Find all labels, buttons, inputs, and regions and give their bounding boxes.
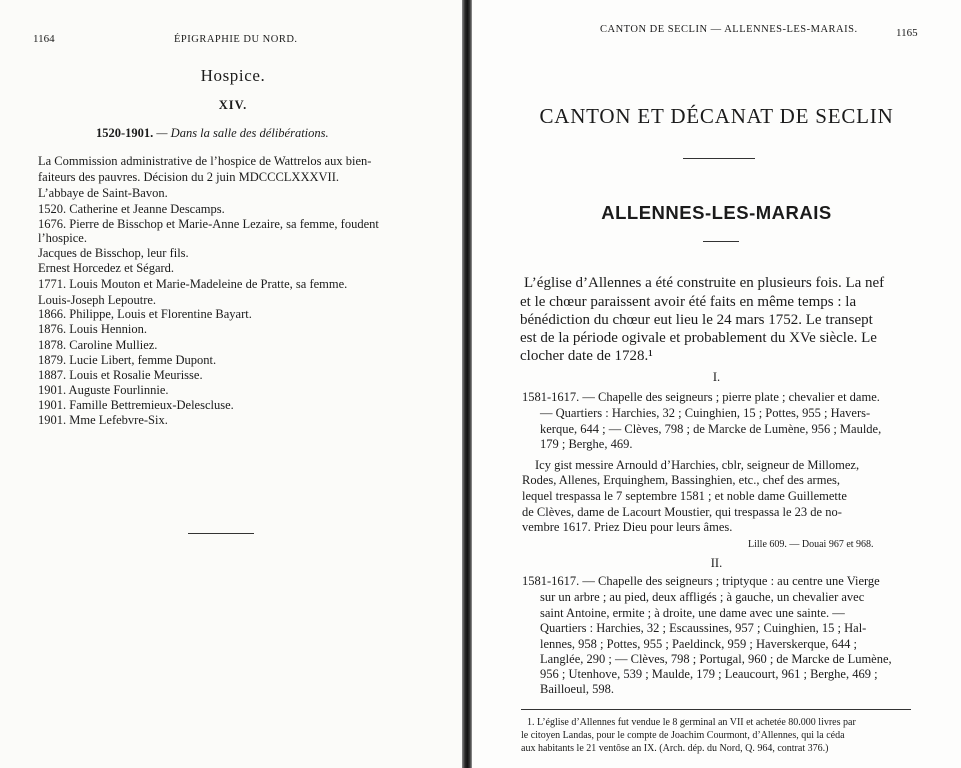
subtitle-rule xyxy=(703,241,739,242)
inscription-line: faiteurs des pauvres. Décision du 2 juin MDCCCLXXXVII. xyxy=(38,170,339,184)
entry-line: Langlée, 290 ; — Clèves, 798 ; Portugal, 960 ; de Marcke de Lumène, xyxy=(540,652,892,666)
inscription-line: 1676. Pierre de Bisschop et Marie-Anne Lezaire, sa femme, foudent xyxy=(38,217,379,231)
entry-year: 1520-1901. xyxy=(96,126,154,140)
inscription-line: L’abbaye de Saint-Bavon. xyxy=(38,186,168,200)
entry-line: Rodes, Allenes, Erquinghem, Bassinghien, etc., chef des armes, xyxy=(522,473,840,487)
intro-line: bénédiction du chœur eut lieu le 24 mars 1752. Le transept xyxy=(520,312,873,328)
entry-line: lennes, 958 ; Pottes, 955 ; Paeldinck, 959 ; Haverskerque, 644 ; xyxy=(540,637,857,651)
inscription-line: 1901. Auguste Fourlinnie. xyxy=(38,383,169,397)
inscription-line: La Commission administrative de l’hospice de Wattrelos aux bien- xyxy=(38,154,372,168)
intro-line: et le chœur paraissent avoir été faits en même temps : la xyxy=(520,294,857,310)
entry-line: — Quartiers : Harchies, 32 ; Cuinghien, 15 ; Pottes, 955 ; Havers- xyxy=(540,406,871,420)
inscription-line: 1901. Famille Bettremieux-Delescluse. xyxy=(38,398,234,412)
inscription-line: 1901. Mme Lefebvre-Six. xyxy=(38,413,168,427)
right-page-number: 1165 xyxy=(896,27,918,39)
entry-line: de Clèves, dame de Lacourt Moustier, qui trespassa le 23 de no- xyxy=(522,505,842,519)
source-citation: Lille 609. — Douai 967 et 968. xyxy=(748,539,874,550)
entry-line: 179 ; Berghe, 469. xyxy=(540,437,633,451)
title-rule xyxy=(683,158,755,159)
entry-dateline xyxy=(96,126,329,141)
entry-line: kerque, 644 ; — Clèves, 798 ; de Marcke de Lumène, 956 ; Maulde, xyxy=(540,422,882,436)
commune-title: ALLENNES-LES-MARAIS xyxy=(601,202,832,223)
entry-line: lequel trespassa le 7 septembre 1581 ; et noble dame Guillemette xyxy=(522,489,847,503)
left-page-number: 1164 xyxy=(33,33,55,45)
inscription-line: l’hospice. xyxy=(38,231,87,245)
book-gutter xyxy=(462,0,472,768)
intro-line: L’église d’Allennes a été construite en plusieurs fois. La nef xyxy=(524,275,885,291)
entry-number: I. xyxy=(712,370,721,384)
end-rule xyxy=(188,533,254,534)
footnote-line: 1. L’église d’Allennes fut vendue le 8 germinal an VII et achetée 80.000 livres par xyxy=(527,717,856,728)
entry-location: — Dans la salle des délibérations. xyxy=(153,126,329,140)
inscription-line: 1887. Louis et Rosalie Meurisse. xyxy=(38,368,203,382)
entry-line: saint Antoine, ermite ; à droite, une dame avec une sainte. — xyxy=(540,606,845,620)
inscription-line: 1876. Louis Hennion. xyxy=(38,322,148,336)
inscription-line: Jacques de Bisschop, leur fils. xyxy=(38,246,189,260)
entry-line: Icy gist messire Arnould d’Harchies, cblr, seigneur de Millomez, xyxy=(535,458,860,472)
entry-line: vembre 1617. Priez Dieu pour leurs âmes. xyxy=(522,520,733,534)
inscription-line: 1866. Philippe, Louis et Florentine Bayart. xyxy=(38,307,252,321)
intro-line: est de la période ogivale et probablement du XVe siècle. Le xyxy=(520,330,877,346)
entry-line: Bailloeul, 598. xyxy=(540,682,614,696)
footnote-line: le citoyen Landas, pour le compte de Joachim Courmont, d’Allennes, qui la céda xyxy=(521,730,845,741)
entry-line: Quartiers : Harchies, 32 ; Escaussines, 957 ; Cuinghien, 15 ; Hal- xyxy=(540,621,867,635)
inscription-line: Ernest Horcedez et Ségard. xyxy=(38,261,175,275)
chapter-title: CANTON ET DÉCANAT DE SECLIN xyxy=(539,104,894,128)
entry-line: 956 ; Utenhove, 539 ; Maulde, 179 ; Leaucourt, 961 ; Berghe, 469 ; xyxy=(540,667,878,681)
left-running-head: ÉPIGRAPHIE DU NORD. xyxy=(174,34,298,45)
inscription-line: Louis-Joseph Lepoutre. xyxy=(38,293,157,307)
right-running-head: CANTON DE SECLIN — ALLENNES-LES-MARAIS. xyxy=(600,24,858,35)
entry-line: 1581-1617. — Chapelle des seigneurs ; pierre plate ; chevalier et dame. xyxy=(522,390,880,404)
section-title: Hospice. xyxy=(200,66,266,85)
inscription-line: 1520. Catherine et Jeanne Descamps. xyxy=(38,202,225,216)
inscription-line: 1878. Caroline Mulliez. xyxy=(38,338,158,352)
entry-line: sur un arbre ; au pied, deux affligés ; à gauche, un chevalier avec xyxy=(540,590,865,604)
intro-line: clocher date de 1728.¹ xyxy=(520,348,653,364)
footnote-rule xyxy=(521,709,911,710)
inscription-line: 1879. Lucie Libert, femme Dupont. xyxy=(38,353,217,367)
entry-number: II. xyxy=(710,556,723,570)
entry-line: 1581-1617. — Chapelle des seigneurs ; triptyque : au centre une Vierge xyxy=(522,574,880,588)
inscription-line: 1771. Louis Mouton et Marie-Madeleine de Pratte, sa femme. xyxy=(38,277,348,291)
footnote-line: aux habitants le 21 ventôse an IX. (Arch. dép. du Nord, Q. 964, contrat 376.) xyxy=(521,743,829,754)
entry-number: XIV. xyxy=(218,98,248,112)
